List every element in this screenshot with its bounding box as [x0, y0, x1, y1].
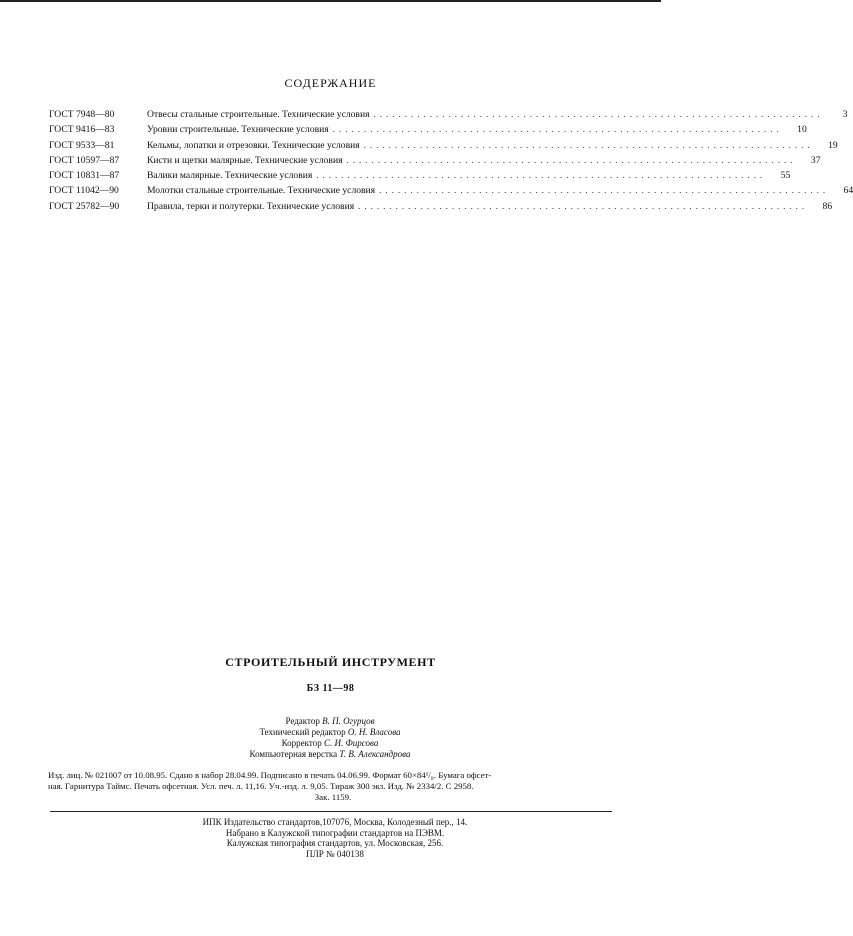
credit-person: Т. В. Александрова	[339, 749, 411, 759]
printer-block	[150, 817, 520, 860]
toc-leader-dots: ........................................................................	[346, 154, 797, 165]
toc-leader-dots: ........................................................................	[363, 139, 814, 150]
credit-role: Технический редактор	[259, 727, 346, 737]
divider-line	[50, 811, 612, 812]
toc-entry-code: ГОСТ 25782—90	[49, 200, 120, 212]
imprint-line: ная. Гарнитура Таймс. Печать офсетная. Усл. печ. л. 11,16. Уч.-изд. л. 9,05. Тираж 300 экз. Изд. № 2334/2. С 2958.	[48, 781, 474, 791]
book-title: СТРОИТЕЛЬНЫЙ ИНСТРУМЕНТ	[225, 655, 436, 669]
toc-entry[interactable]	[49, 170, 791, 185]
toc-entry-code: ГОСТ 9416—83	[49, 124, 115, 136]
toc-entry-page: 64	[843, 185, 853, 197]
credit-role: Компьютерная верстка	[249, 749, 338, 759]
toc-entry-code: ГОСТ 9533—81	[49, 139, 115, 151]
printer-line: Набрано в Калужской типографии стандартов на ПЭВМ.	[225, 827, 445, 838]
toc-title: СОДЕРЖАНИЕ	[284, 76, 377, 90]
toc-entry-name: Валики малярные. Технические условия	[147, 170, 313, 182]
toc-entry-name: Отвесы стальные строительные. Технические условия	[147, 109, 370, 120]
toc-entry-name: Правила, терки и полутерки. Технические условия	[147, 200, 355, 212]
toc-entry-code: ГОСТ 10597—87	[49, 154, 120, 166]
toc-entry-name: Кисти и щетки малярные. Технические условия	[147, 154, 343, 166]
toc-entry-page: 19	[828, 139, 838, 151]
credit-role: Редактор	[285, 716, 320, 726]
table-of-contents	[49, 109, 853, 216]
top-border-line	[0, 0, 661, 2]
toc-entry-page: 86	[822, 200, 833, 212]
toc-entry-page: 10	[797, 124, 807, 136]
imprint-line: Изд. лиц. № 021007 от 10.08.95. Сдано в набор 28.04.99. Подписано в печать 04.06.99. Формат 60×84¹/₈. Бумага офсет-	[48, 770, 492, 780]
toc-entry-page: 37	[810, 154, 821, 166]
toc-leader-dots: ........................................................................	[358, 200, 809, 211]
imprint-line: Зак. 1159.	[314, 792, 352, 802]
toc-entry-name: Молотки стальные строительные. Технические условия	[147, 185, 376, 197]
credit-role: Корректор	[281, 738, 322, 748]
toc-entry-code: ГОСТ 10831—87	[49, 170, 120, 182]
toc-entry[interactable]	[49, 124, 807, 139]
printer-line: ПЛР № 040138	[306, 849, 364, 860]
credit-layout	[160, 749, 500, 760]
credit-editor	[160, 716, 500, 727]
credits-block	[160, 716, 500, 760]
toc-leader-dots: ........................................................................	[316, 170, 767, 181]
toc-entry[interactable]	[49, 154, 821, 170]
credit-person: С. И. Фирсова	[324, 738, 379, 748]
toc-entry-page: 55	[780, 170, 791, 182]
book-code: БЗ 11—98	[306, 683, 355, 694]
toc-leader-dots: ........................................................................	[379, 185, 830, 196]
credit-tech-editor	[160, 727, 500, 738]
toc-leader-dots: ........................................................................	[373, 109, 824, 119]
toc-entry[interactable]	[49, 200, 833, 216]
toc-leader-dots: ........................................................................	[332, 124, 783, 135]
imprint-block	[48, 770, 618, 803]
credit-corrector	[160, 738, 500, 749]
toc-entry-code: ГОСТ 11042—90	[49, 185, 119, 197]
toc-entry-page: 3	[842, 109, 848, 120]
credit-person: О. Н. Власова	[347, 727, 401, 737]
printer-line: Калужская типография стандартов, ул. Московская, 256.	[226, 838, 444, 849]
toc-entry-name: Кельмы, лопатки и отрезовки. Технические условия	[147, 139, 360, 151]
toc-entry[interactable]	[49, 109, 848, 124]
toc-entry-name: Уровни строительные. Технические условия	[147, 124, 329, 136]
toc-entry[interactable]	[49, 139, 838, 155]
printer-line: ИПК Издательство стандартов,107076, Москва, Колодезный пер., 14.	[202, 817, 468, 827]
toc-entry[interactable]	[49, 185, 853, 200]
toc-entry-code: ГОСТ 7948—80	[49, 109, 115, 120]
credit-person: В. П. Огурцов	[322, 716, 375, 726]
